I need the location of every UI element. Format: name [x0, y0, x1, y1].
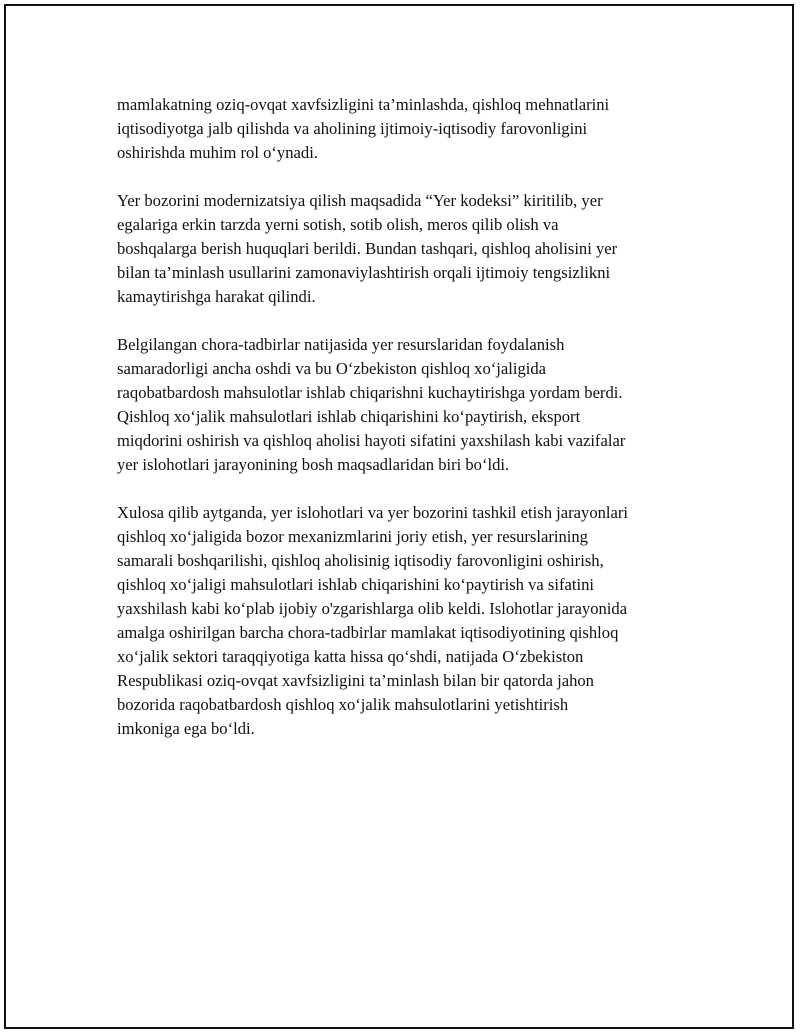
text-line: oshirishda muhim rol o‘ynadi. [117, 143, 318, 162]
text-line: qishloq xo‘jaligida bozor mexanizmlarini joriy etish, yer resurslarining [117, 527, 588, 546]
text-line: Yer bozorini modernizatsiya qilish maqsadida “Yer kodeksi” kiritilib, yer [117, 191, 603, 210]
text-line: Qishloq xo‘jalik mahsulotlari ishlab chiqarishini ko‘paytirish, eksport [117, 407, 581, 426]
paragraph-3 [117, 333, 697, 477]
text-line: kamaytirishga harakat qilindi. [117, 287, 316, 306]
text-line: samarali boshqarilishi, qishloq aholisinig iqtisodiy farovonligini oshirish, [117, 551, 604, 570]
text-line: Respublikasi oziq-ovqat xavfsizligini ta’minlash bilan bir qatorda jahon [117, 671, 594, 690]
text-line: imkoniga ega bo‘ldi. [117, 719, 255, 738]
paragraph-2 [117, 189, 697, 309]
text-line: mamlakatning oziq-ovqat xavfsizligini ta’minlashda, qishloq mehnatlarini [117, 95, 610, 114]
paragraph-1 [117, 93, 697, 165]
text-line: samaradorligi ancha oshdi va bu O‘zbekiston qishloq xo‘jaligida [117, 359, 547, 378]
document-body [117, 93, 697, 765]
text-line: yaxshilash kabi ko‘plab ijobiy o'zgarishlarga olib keldi. Islohotlar jarayonida [117, 599, 628, 618]
text-line: egalariga erkin tarzda yerni sotish, sotib olish, meros qilib olish va [117, 215, 559, 234]
text-line: boshqalarga berish huquqlari berildi. Bundan tashqari, qishloq aholisini yer [117, 239, 618, 258]
text-line: Belgilangan chora-tadbirlar natijasida yer resurslaridan foydalanish [117, 335, 565, 354]
text-line: yer islohotlari jarayonining bosh maqsadlaridan biri bo‘ldi. [117, 455, 510, 474]
text-line: raqobatbardosh mahsulotlar ishlab chiqarishni kuchaytirishga yordam berdi. [117, 383, 623, 402]
text-line: bozorida raqobatbardosh qishloq xo‘jalik mahsulotlarini yetishtirish [117, 695, 569, 714]
text-line: miqdorini oshirish va qishloq aholisi hayoti sifatini yaxshilash kabi vazifalar [117, 431, 626, 450]
text-line: amalga oshirilgan barcha chora-tadbirlar mamlakat iqtisodiyotining qishloq [117, 623, 619, 642]
text-line: bilan ta’minlash usullarini zamonaviylashtirish orqali ijtimoiy tengsizlikni [117, 263, 611, 282]
text-line: xo‘jalik sektori taraqqiyotiga katta hissa qo‘shdi, natijada O‘zbekiston [117, 647, 584, 666]
text-line: iqtisodiyotga jalb qilishda va aholining ijtimoiy-iqtisodiy farovonligini [117, 119, 588, 138]
paragraph-4 [117, 501, 697, 741]
text-line: qishloq xo‘jaligi mahsulotlari ishlab chiqarishini ko‘paytirish va sifatini [117, 575, 594, 594]
text-line: Xulosa qilib aytganda, yer islohotlari va yer bozorini tashkil etish jarayonlari [117, 503, 629, 522]
